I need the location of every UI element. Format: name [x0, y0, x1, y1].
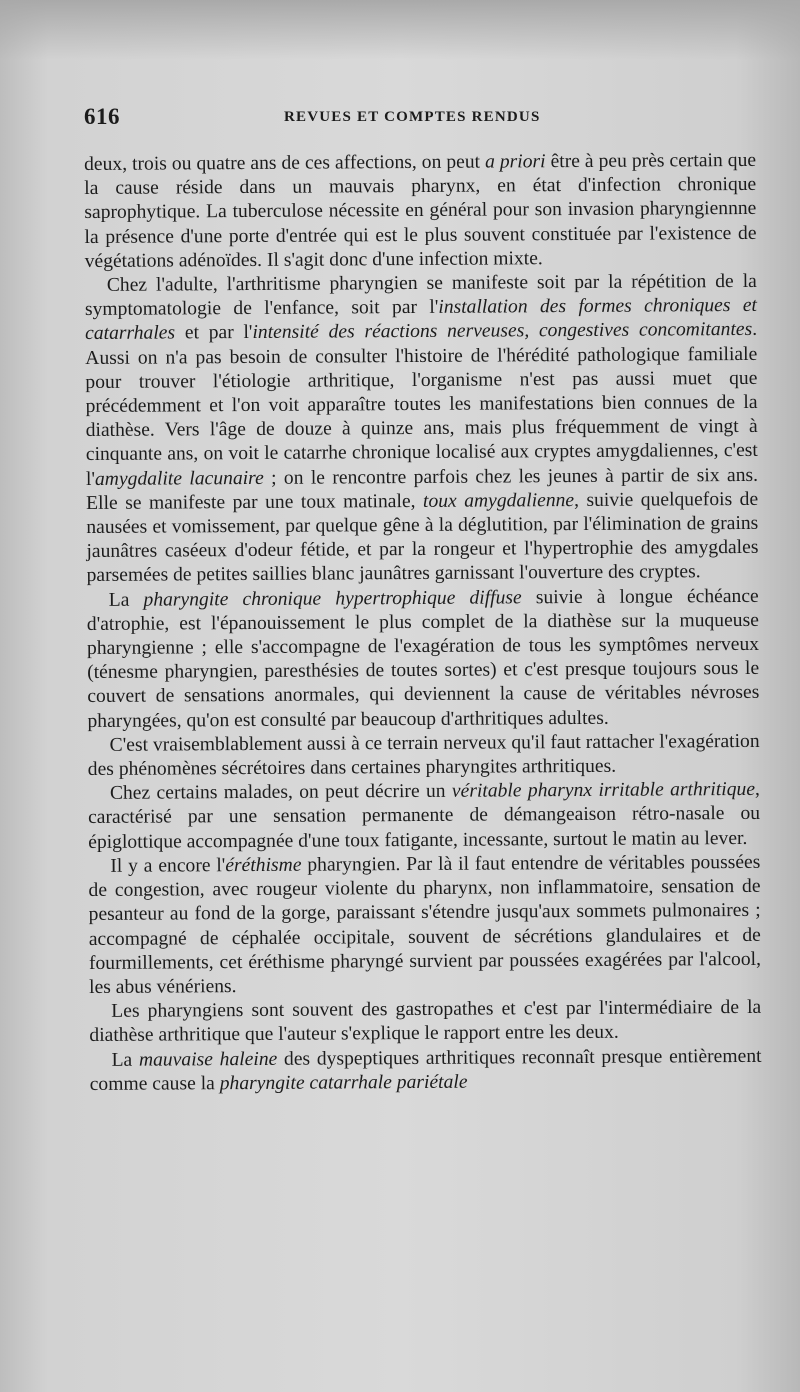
italic-text: a priori: [484, 151, 546, 173]
page-number: 616: [84, 104, 120, 129]
paragraph: [87, 585, 760, 734]
italic-text: mauvaise haleine: [138, 1048, 278, 1071]
text-run: C'est vraisemblablement aussi à ce terrain nerveux qu'il faut rattacher l'exagération des phénomènes sécrétoires dans certaines pharyngites arthritiques.: [87, 730, 760, 781]
text-run: être à peu près certain que la cause réside dans un mauvais pharynx, en état d'infection chronique saprophytique. La tuberculose nécessite en général pour son invasion pharyngiennne la présence d'une porte d'entrée qui est le plus souvent constituée par l'existence de végétations adénoïdes. Il s'agit donc d'une infection mixte.: [84, 149, 757, 272]
text-run: Chez certains malades, on peut décrire un: [109, 781, 452, 805]
text-run: Chez l'adulte, l'arthritisme pharyngien se manifeste soit par la répétition de la symptomatologie de l'enfance, soit par l': [84, 270, 757, 321]
text-run: , caractérisé par une sensation permanente de démangeaison rétro-nasale ou épiglottique accompagnée d'une toux fatigante, incessante, surtout le matin au lever.: [87, 779, 761, 853]
text-run: La: [108, 589, 144, 611]
italic-text: éréthisme: [225, 854, 302, 877]
text-run: Les pharyngiens sont souvent des gastropathes et c'est par l'intermédiaire de la diathèse arthritique que l'auteur s'explique le rapport entre les deux.: [89, 996, 762, 1047]
text-run: pharyngien. Par là il faut entendre de véritables poussées de congestion, avec rougeur violente du pharynx, non inflammatoire, sensation de pesanteur au fond de la gorge, paraissant s'étendre jusqu'aux sommets pulmonaires ; accompagné de céphalée occipitale, souvent de sécrétions glandulaires et de fourmillements, cet éréthisme pharyngé survient par poussées exagérées par l'alcool, les abus vénériens.: [88, 851, 762, 998]
italic-text: toux amygdalienne: [422, 489, 575, 512]
paragraph: [85, 270, 759, 589]
text-run: Il y a encore l': [110, 855, 226, 877]
text-run: des dyspeptiques arthritiques reconnaît presque entièrement comme cause la: [89, 1045, 762, 1095]
text-run: , suivie quelquefois de nausées et vomissement, par quelque gêne à la déglutition, par l'élimination de grains jaunâtres caséeux d'odeur fétide, et par la rongeur et l'hypertrophie des amygdales parsemées de petites saillies blanc jaunâtres garnissant l'ouverture des cryptes.: [86, 488, 759, 587]
italic-text: intensité des réactions nerveuses, congestives concomitantes: [252, 319, 753, 344]
text-run: La: [111, 1049, 139, 1071]
paragraph: [84, 149, 757, 274]
italic-text: amygdalite lacunaire: [94, 467, 264, 490]
text-run: deux, trois ou quatre ans de ces affections, on peut: [84, 151, 486, 175]
text-run: suivie à longue échéance d'atrophie, est l'épanouissement le plus complet de la diathèse sur la muqueuse pharyngienne ; elle s'accompagne de l'exagération de tous les symptômes nerveux (ténesme pharyngien, paresthésies de toutes sortes) et c'est presque toujours sous le couvert de sensations anormales, qui deviennent la cause de véritables névroses pharyngées, qu'on est consulté par beaucoup d'arthritiques adultes.: [86, 585, 760, 732]
text-run: ; on le rencontre parfois chez les jeunes à partir de six ans. Elle se manifeste par une toux matinale,: [86, 464, 759, 514]
text-run: et par l': [175, 322, 253, 344]
page-header: [84, 104, 764, 134]
text-run: . Aussi on n'a pas besoin de consulter l'histoire de l'hérédité pathologique familiale pour trouver l'étiologie arthritique, l'organisme n'est pas aussi muet que précédemment et l'on voit apparaître toutes les manifestations bien connues de la diathèse. Vers l'âge de douze à quinze ans, mais plus fréquemment de vingt à cinquante ans, on voit le catarrhe chronique localisé aux cryptes amygdaliennes, c'est l': [85, 319, 758, 490]
paragraph: [88, 730, 760, 783]
italic-text: installation des formes chroniques et catarrhales: [85, 295, 758, 345]
paragraph: [89, 996, 761, 1049]
paragraph: [89, 1044, 761, 1097]
italic-text: pharyngite catarrhale pariétale: [219, 1071, 468, 1094]
paragraph: [88, 778, 760, 855]
body-text: [84, 149, 762, 1097]
italic-text: véritable pharynx irritable arthritique: [451, 779, 756, 803]
italic-text: pharyngite chronique hypertrophique diffuse: [143, 586, 522, 611]
paragraph: [88, 851, 761, 1000]
running-title: REVUES ET COMPTES RENDUS: [284, 109, 541, 125]
